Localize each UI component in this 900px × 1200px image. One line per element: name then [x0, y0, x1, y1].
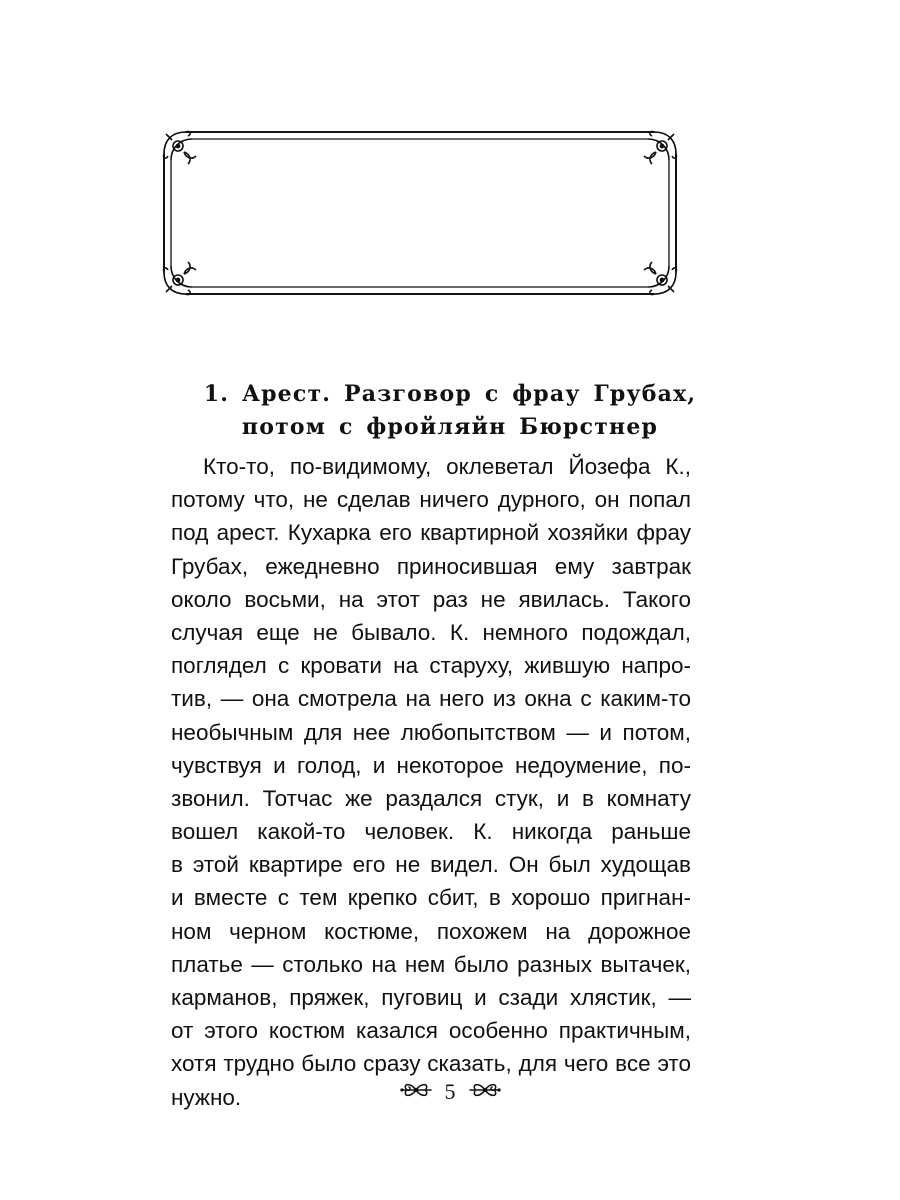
ornamental-frame — [160, 128, 680, 298]
text-line: звонил. Тотчас же раздался стук, и в комнату — [171, 785, 691, 811]
text-line: ном черном костюме, похожем на дорожное — [171, 918, 691, 944]
flourish-right-icon — [468, 1079, 502, 1106]
text-line: от этого костюм казался особенно практичным, — [171, 1018, 691, 1044]
chapter-body-paragraph — [171, 450, 691, 1114]
text-line: Грубах, ежедневно приносившая ему завтрак — [171, 553, 691, 579]
chapter-title — [150, 378, 750, 444]
text-line: нужно. — [171, 1084, 242, 1110]
text-line: карманов, пряжек, пуговиц и сзади хлястик, — — [171, 985, 691, 1010]
chapter-title-line-2: потом с фройляйн Бюрстнер — [241, 414, 659, 440]
text-line: вошел какой-то человек. К. никогда раньше — [171, 819, 691, 845]
text-line: хотя трудно было сразу сказать, для чего все это — [171, 1051, 691, 1077]
text-line: чувствуя и голод, и некоторое недоумение, по- — [171, 752, 691, 778]
page-footer — [0, 1072, 900, 1112]
chapter-title-line-1: 1. Арест. Разговор с фрау Грубах, — [203, 381, 697, 407]
text-line: и вместе с тем крепко сбит, в хорошо пригнан- — [171, 885, 691, 911]
text-line: в этой квартире его не видел. Он был худощав — [171, 852, 691, 878]
text-line: под арест. Кухарка его квартирной хозяйки фрау — [171, 520, 691, 546]
page-number: 5 — [444, 1079, 456, 1104]
text-line: около восьми, на этот раз не явилась. Такого — [171, 586, 691, 612]
text-line: случая еще не бывало. К. немного подождал, — [171, 619, 691, 645]
text-line: тив, — она смотрела на него из окна с каким-то — [171, 686, 691, 712]
text-line: поглядел с кровати на старуху, жившую напро- — [171, 653, 691, 679]
text-line: Кто-то, по-видимому, оклеветал Йозефа К., — [203, 454, 691, 479]
text-line: потому что, не сделав ничего дурного, он попал — [171, 487, 691, 513]
text-line: необычным для нее любопытством — и потом, — [171, 719, 691, 745]
flourish-left-icon — [399, 1079, 433, 1106]
text-line: платье — столько на нем было разных вытачек, — [171, 951, 691, 977]
